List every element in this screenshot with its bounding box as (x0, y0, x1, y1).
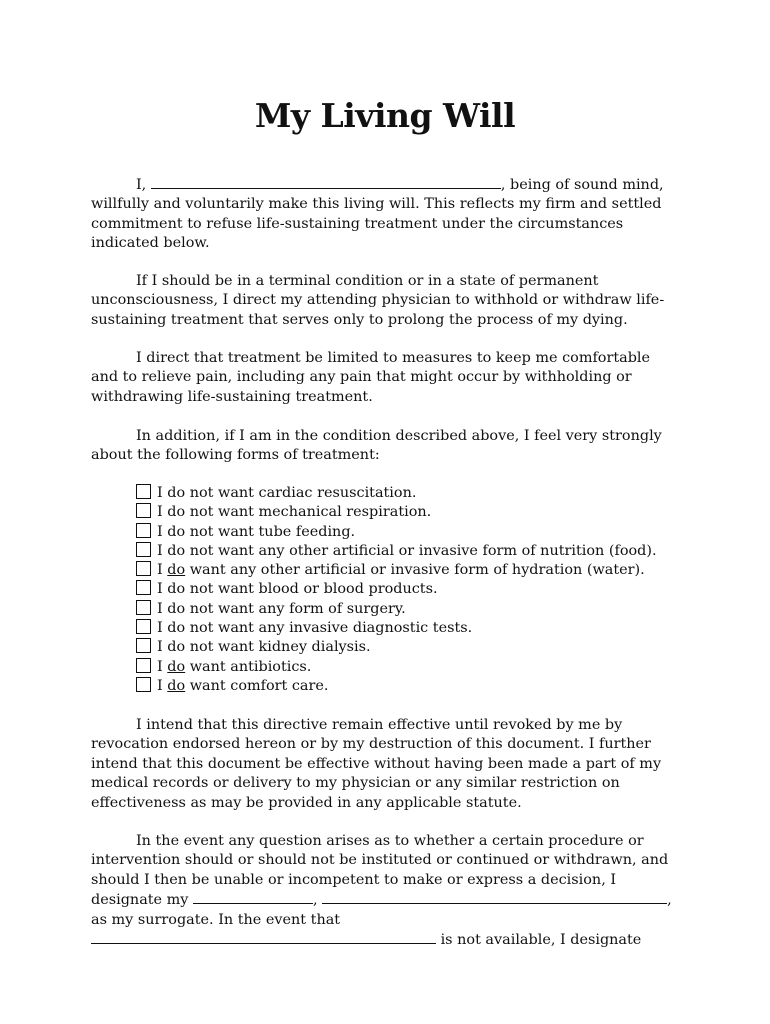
option-prefix: I (157, 620, 163, 637)
surrogate-comma: , (313, 892, 318, 909)
terminal-condition-paragraph (91, 272, 681, 330)
option-label: want comfort care. (185, 677, 329, 694)
declarant-prefix: I, (136, 177, 147, 193)
directive-paragraph (91, 716, 681, 813)
option-prefix: I (157, 542, 163, 559)
treatment-option (91, 677, 681, 696)
surrogate-text: In the event any question arises as to whether a certain procedure or intervention should or should not be instituted or continued or withdrawn, and should I then be unable or incompetent to make or express a decision, I designate my (91, 833, 669, 909)
treatment-checkbox[interactable] (136, 523, 151, 538)
option-prefix: I (157, 562, 168, 579)
treatment-checkbox[interactable] (136, 658, 151, 673)
treatment-option (91, 600, 681, 619)
option-label: do not want kidney dialysis. (162, 639, 371, 656)
option-prefix: I (157, 677, 168, 694)
document-title: My Living Will (254, 96, 516, 135)
option-prefix: I (157, 658, 168, 675)
option-prefix: I (157, 600, 163, 617)
treatment-intro-text: In addition, if I am in the condition described above, I feel very strongly about the following forms of treatment: (91, 428, 662, 464)
surrogate-paragraph (91, 832, 681, 950)
treatment-option (91, 619, 681, 638)
surrogate-unavailable-field[interactable] (91, 930, 436, 944)
surrogate-name-field[interactable] (322, 890, 667, 904)
treatment-checkbox[interactable] (136, 638, 151, 653)
option-label: do not want any invasive diagnostic tests. (162, 620, 473, 637)
option-label: do not want blood or blood products. (162, 581, 438, 598)
option-emphasis: do (167, 677, 186, 694)
treatment-checklist (91, 484, 681, 696)
treatment-option (91, 638, 681, 657)
option-label: do not want any other artificial or invasive form of nutrition (food). (162, 542, 657, 559)
treatment-checkbox[interactable] (136, 484, 151, 499)
treatment-option (91, 658, 681, 677)
comfort-paragraph (91, 349, 681, 407)
option-prefix: I (157, 639, 163, 656)
option-emphasis: do (167, 562, 186, 579)
option-prefix: I (157, 485, 163, 501)
directive-text: I intend that this directive remain effective until revoked by me by revocation endorsed hereon or by my destruction of this document. I further intend that this document be effective without having been made a part of my medical records or delivery to my physician or any similar restriction on effectiveness as may be provided in any applicable statute. (91, 717, 662, 811)
comfort-text: I direct that treatment be limited to measures to keep me comfortable and to relieve pain, including any pain that might occur by withholding or withdrawing life-sustaining treatment. (91, 350, 651, 405)
terminal-condition-text: If I should be in a terminal condition or in a state of permanent unconsciousness, I direct my attending physician to withhold or withdraw life-sustaining treatment that serves only to prolong the process of my dying. (91, 273, 665, 328)
treatment-checkbox[interactable] (136, 561, 151, 576)
option-emphasis: do (167, 658, 186, 675)
declarant-name-field[interactable] (151, 175, 501, 189)
option-label: do not want cardiac resuscitation. (162, 485, 417, 501)
option-label: want any other artificial or invasive form of hydration (water). (185, 562, 645, 579)
option-label: do not want tube feeding. (162, 523, 356, 540)
treatment-checkbox[interactable] (136, 542, 151, 557)
option-label: do not want any form of surgery. (162, 600, 406, 617)
treatment-option (91, 542, 681, 561)
option-prefix: I (157, 523, 163, 540)
treatment-option (91, 561, 681, 580)
treatment-checkbox[interactable] (136, 600, 151, 615)
declaration-text: , being of sound mind, willfully and voluntarily make this living will. This reflects my firm and settled commitment to refuse life-sustaining treatment under the circumstances indicated below. (91, 177, 664, 252)
treatment-intro-paragraph (91, 427, 681, 466)
treatment-option (91, 523, 681, 542)
option-label: want antibiotics. (185, 658, 312, 675)
treatment-checkbox[interactable] (136, 619, 151, 634)
alternate-designation-text: is not available, I designate (440, 932, 642, 949)
option-label: do not want mechanical respiration. (162, 504, 432, 521)
surrogate-relation-field[interactable] (193, 890, 313, 904)
option-prefix: I (157, 504, 163, 521)
declaration-paragraph (91, 175, 681, 254)
treatment-checkbox[interactable] (136, 677, 151, 692)
treatment-option (91, 503, 681, 522)
treatment-checkbox[interactable] (136, 580, 151, 595)
surrogate-designation-text: , as my surrogate. In the event that (91, 892, 672, 928)
option-prefix: I (157, 581, 163, 598)
treatment-option (91, 484, 681, 503)
treatment-option (91, 580, 681, 599)
treatment-checkbox[interactable] (136, 503, 151, 518)
